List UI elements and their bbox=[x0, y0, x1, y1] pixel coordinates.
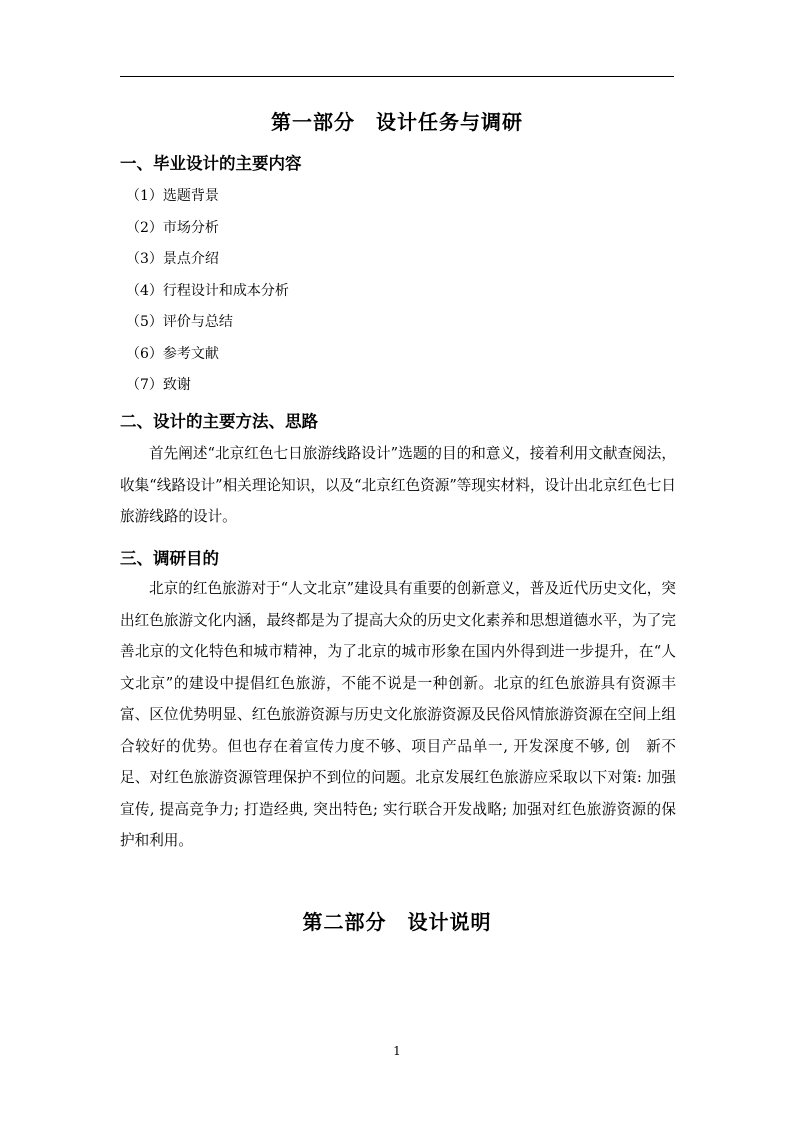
list-item: （5）评价与总结 bbox=[126, 314, 233, 330]
part-one-title: 第一部分 设计任务与调研 bbox=[271, 110, 523, 134]
section-heading-main-content: 一、毕业设计的主要内容 bbox=[120, 154, 302, 173]
list-item: （7）致谢 bbox=[126, 377, 191, 393]
list-item: （3）景点介绍 bbox=[126, 251, 219, 267]
research-purpose-paragraph: 北京的红色旅游对于“人文北京”建设具有重要的创新意义，普及近代历史文化，突出红色旅游文化内涵，最终都是为了提高大众的历史文化素养和思想道德水平，为了完善北京的文化特色和城市精神，为了北京的城市形象在国内外得到进一步提升，在“人文北京”的建设中提倡红色旅游，不能不说是一种创新。北京的红色旅游具有资源丰富、区位优势明显、红色旅游资源与历史文化旅游资源及民俗风情旅游资源在空间上组合较好的优势。但也存在着宣传力度不够、项目产品单一, 开发深度不够, 创 新不足、对红色旅游资源管理保护不到位的问题。北京发展红色旅游应采取以下对策: 加强宣传, 提高竞争力; 打造经典, 突出特色; 实行联合开发战略; 加强对红色旅游资源的保护和利用。 bbox=[120, 580, 676, 849]
part-two-title: 第二部分 设计说明 bbox=[302, 910, 492, 934]
section-heading-methods: 二、设计的主要方法、思路 bbox=[120, 412, 318, 431]
page-number: 1 bbox=[393, 1044, 401, 1058]
list-item: （6）参考文献 bbox=[126, 346, 219, 362]
list-item: （2）市场分析 bbox=[126, 220, 219, 236]
header-rule bbox=[120, 76, 674, 77]
list-item: （4）行程设计和成本分析 bbox=[126, 283, 289, 299]
list-item: （1）选题背景 bbox=[126, 188, 219, 204]
methods-paragraph: 首先阐述“北京红色七日旅游线路设计”选题的目的和意义，接着利用文献查阅法，收集“线路设计”相关理论知识，以及“北京红色资源”等现实材料，设计出北京红色七日旅游线路的设计。 bbox=[120, 445, 676, 525]
section-heading-research-purpose: 三、调研目的 bbox=[120, 549, 219, 568]
